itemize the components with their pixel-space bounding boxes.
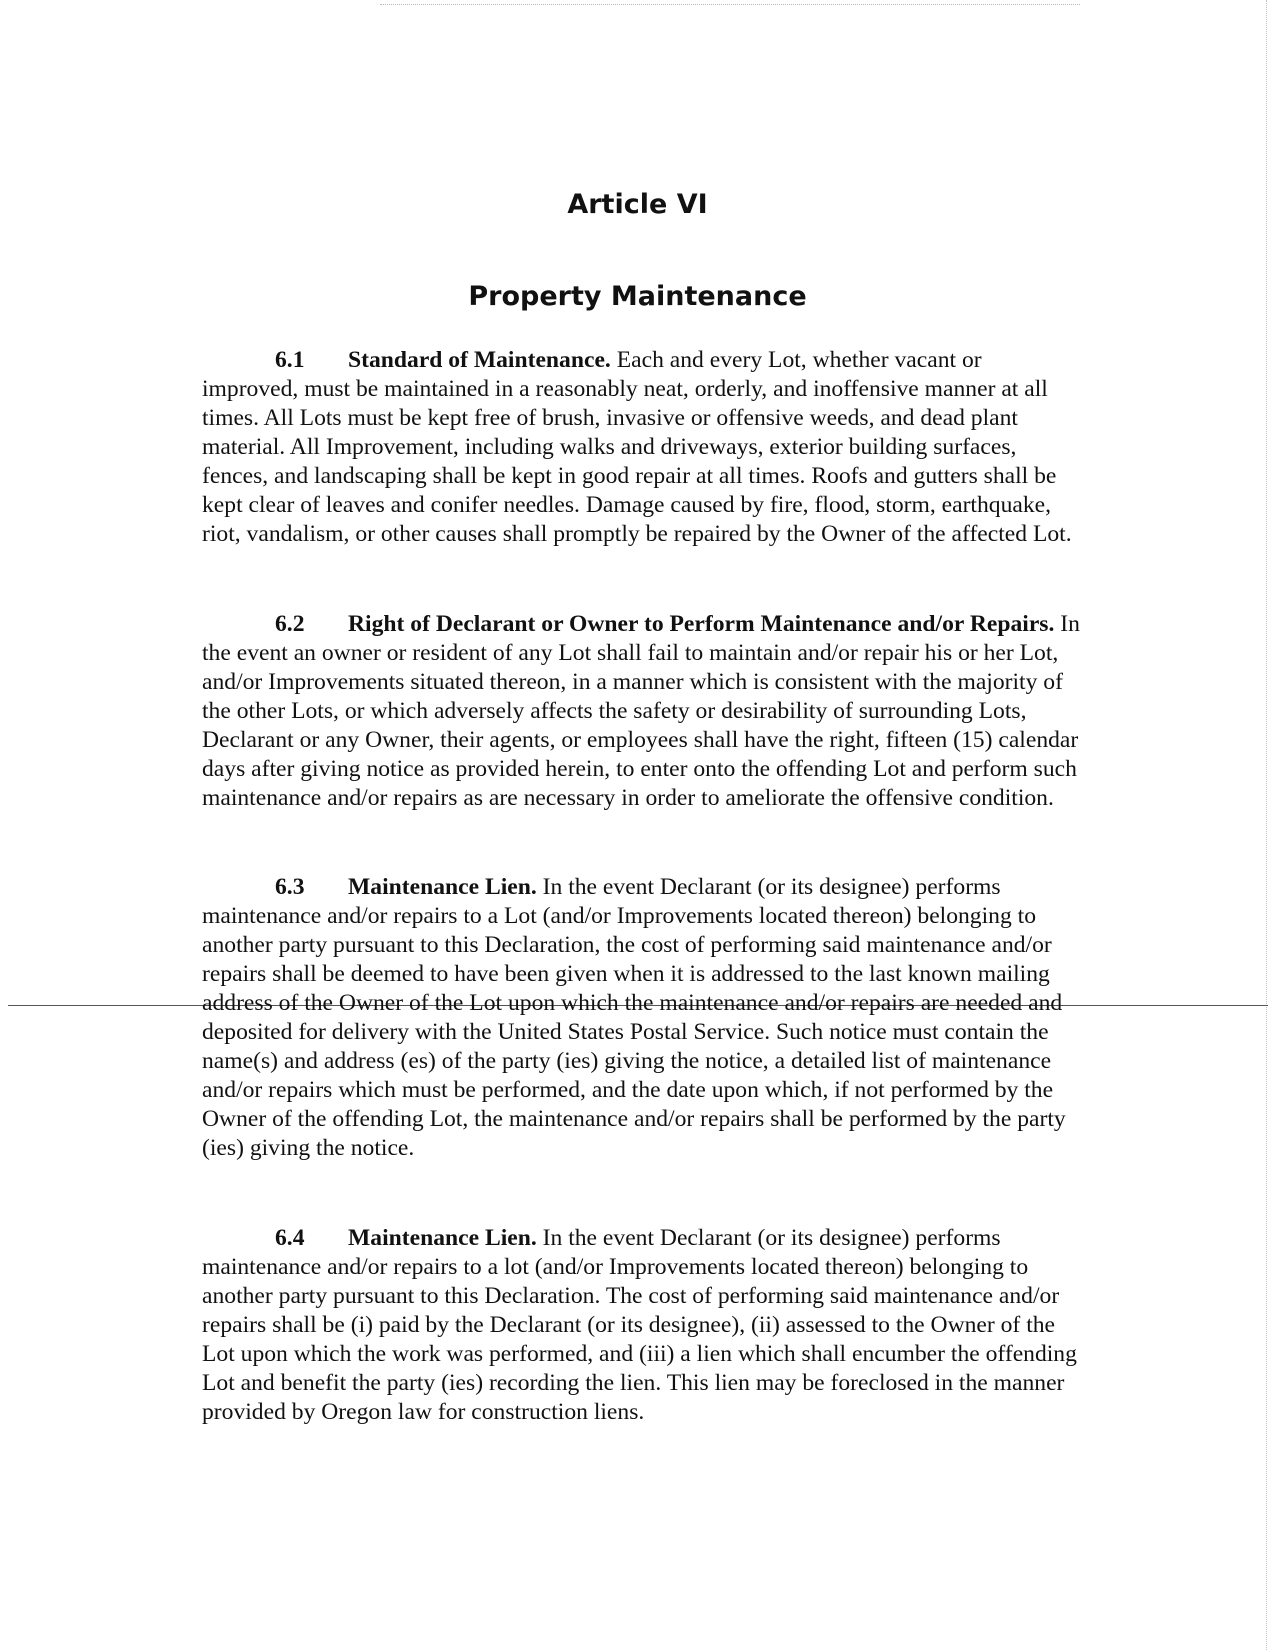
- article-title: Property Maintenance: [468, 281, 807, 312]
- section-number: 6.1: [275, 347, 305, 373]
- section-title: Maintenance Lien.: [348, 874, 537, 900]
- section-6-2: [202, 610, 1082, 813]
- section-number: 6.4: [275, 1225, 305, 1251]
- section-title: Maintenance Lien.: [348, 1225, 537, 1251]
- section-body: In the event Declarant (or its designee) performs maintenance and/or repairs to a Lot (and/or Improvements located thereon) belonging to another party pursuant to this Declaration, the cost of performing said maintenance and/or repairs shall be deemed to have been given when it is addressed to the last known mailing address of the Owner of the Lot upon which the maintenance and/or repairs are needed and deposited for delivery with the United States Postal Service. Such notice must contain the name(s) and address (es) of the party (ies) giving the notice, a detailed list of maintenance and/or repairs which must be performed, and the date upon which, if not performed by the Owner of the offending Lot, the maintenance and/or repairs shall be performed by the party (ies) giving the notice.: [202, 874, 1066, 1161]
- section-body: Each and every Lot, whether vacant or improved, must be maintained in a reasonably neat, orderly, and inoffensive manner at all times. All Lots must be kept free of brush, invasive or offensive weeds, and dead plant material. All Improvement, including walks and driveways, exterior building surfaces, fences, and landscaping shall be kept in good repair at all times. Roofs and gutters shall be kept clear of leaves and conifer needles. Damage caused by fire, flood, storm, earthquake, riot, vandalism, or other causes shall promptly be repaired by the Owner of the affected Lot.: [202, 347, 1072, 547]
- section-6-4: [202, 1224, 1082, 1427]
- section-6-1: [202, 346, 1082, 549]
- section-number: 6.2: [275, 611, 305, 637]
- scan-edge-top: [380, 0, 1080, 5]
- section-number: 6.3: [275, 874, 305, 900]
- article-heading: Article VI: [567, 189, 708, 220]
- section-body: In the event Declarant (or its designee) performs maintenance and/or repairs to a lot (and/or Improvements located thereon) belonging to another party pursuant to this Declaration. The cost of performing said maintenance and/or repairs shall be (i) paid by the Declarant (or its designee), (ii) assessed to the Owner of the Lot upon which the work was performed, and (iii) a lien which shall encumber the offending Lot and benefit the party (ies) recording the lien. This lien may be foreclosed in the manner provided by Oregon law for construction liens.: [202, 1225, 1077, 1425]
- section-title: Standard of Maintenance.: [348, 347, 611, 373]
- section-6-3: [202, 873, 1082, 1163]
- scan-edge-right: [1266, 0, 1268, 1650]
- section-body: In the event an owner or resident of any Lot shall fail to maintain and/or repair his or her Lot, and/or Improvements situated thereon, in a manner which is consistent with the majority of the other Lots, or which adversely affects the safety or desirability of surrounding Lots, Declarant or any Owner, their agents, or employees shall have the right, fifteen (15) calendar days after giving notice as provided herein, to enter onto the offending Lot and perform such maintenance and/or repairs as are necessary in order to ameliorate the offensive condition.: [202, 611, 1080, 811]
- section-title: Right of Declarant or Owner to Perform Maintenance and/or Repairs.: [348, 611, 1055, 637]
